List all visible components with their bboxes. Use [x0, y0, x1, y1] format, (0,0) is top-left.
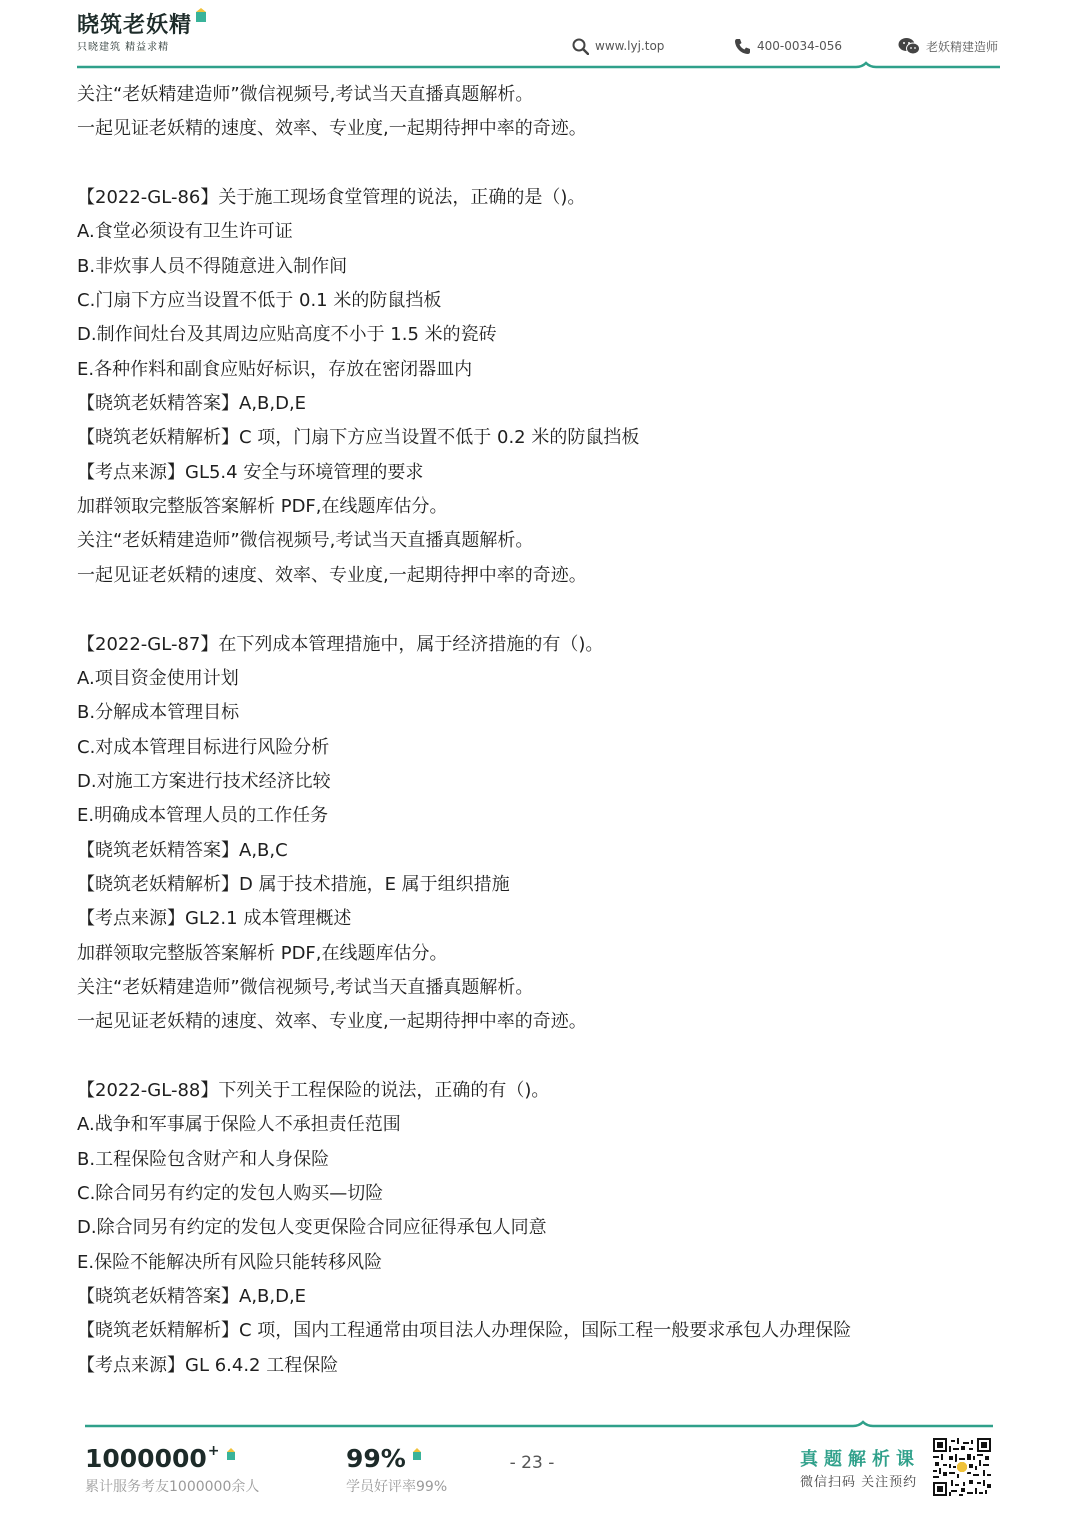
- answer-line: 【晓筑老妖精答案】A,B,D,E: [77, 1286, 307, 1308]
- option-b: B.非炊事人员不得随意进入制作间: [77, 255, 348, 277]
- blank-line: [77, 593, 1007, 627]
- text-line: 关注“老妖精建造师”微信视频号,考试当天直播真题解析。: [77, 84, 534, 105]
- website-text: www.lyj.top: [595, 39, 665, 53]
- option-a: A.食堂必须设有卫生许可证: [77, 221, 293, 243]
- rating-value: 99%: [346, 1444, 406, 1473]
- page-header: [0, 0, 1080, 75]
- source-line: 【考点来源】GL5.4 安全与环境管理的要求: [77, 461, 424, 483]
- option-c: C.门扇下方应当设置不低于 0.1 米的防鼠挡板: [77, 290, 442, 312]
- logo-mark-icon: [412, 1448, 422, 1460]
- qr-code[interactable]: [933, 1438, 991, 1496]
- text-line: 加群领取完整版答案解析 PDF,在线题库估分。: [77, 496, 448, 518]
- page-number: - 23 -: [509, 1453, 555, 1473]
- logo-mark-icon: [226, 1448, 236, 1460]
- analysis-line: 【晓筑老妖精解析】D 属于技术措施，E 属于组织措施: [77, 873, 510, 895]
- option-d: D.对施工方案进行技术经济比较: [77, 770, 331, 792]
- served-count-stat: [85, 1444, 259, 1498]
- option-d: D.除合同另有约定的发包人变更保险合同应征得承包人同意: [77, 1217, 547, 1239]
- blank-line: [77, 1040, 1007, 1074]
- served-count-caption: 累计服务考友1000000余人: [85, 1479, 260, 1495]
- blank-line: [77, 147, 1007, 181]
- source-line: 【考点来源】GL 6.4.2 工程保险: [77, 1354, 339, 1376]
- option-e: E.保险不能解决所有风险只能转移风险: [77, 1251, 383, 1273]
- footer-divider: [0, 1410, 1080, 1440]
- header-divider: [0, 0, 1080, 75]
- answer-line: 【晓筑老妖精答案】A,B,C: [77, 839, 288, 861]
- source-line: 【考点来源】GL2.1 成本管理概述: [77, 908, 352, 930]
- course-promo: [800, 1448, 920, 1493]
- option-e: E.明确成本管理人员的工作任务: [77, 805, 329, 827]
- analysis-line: 【晓筑老妖精解析】C 项，国内工程通常由项目法人办理保险，国际工程一般要求承包人办理保险: [77, 1320, 852, 1342]
- document-body: [77, 78, 1007, 1383]
- answer-line: 【晓筑老妖精答案】A,B,D,E: [77, 393, 307, 415]
- logo-tagline: 只晓建筑 精益求精: [77, 42, 170, 53]
- text-line: 加群领取完整版答案解析 PDF,在线题库估分。: [77, 942, 448, 964]
- served-count-suffix: +: [207, 1443, 220, 1459]
- option-c: C.对成本管理目标进行风险分析: [77, 736, 330, 758]
- promo-title: 真题解析课: [800, 1449, 920, 1470]
- rating-caption: 学员好评率99%: [346, 1479, 448, 1495]
- option-b: B.分解成本管理目标: [77, 702, 240, 724]
- analysis-line: 【晓筑老妖精解析】C 项，门扇下方应当设置不低于 0.2 米的防鼠挡板: [77, 427, 640, 449]
- wechat-text: 老妖精建造师: [926, 39, 999, 54]
- question-88-stem: 【2022-GL-88】下列关于工程保险的说法，正确的有（)。: [77, 1079, 550, 1101]
- page-footer: [0, 1410, 1080, 1529]
- phone-text: 400-0034-056: [757, 39, 843, 53]
- served-count-value: 1000000: [85, 1444, 207, 1473]
- option-e: E.各种作料和副食应贴好标识，存放在密闭器皿内: [77, 358, 473, 380]
- question-86-stem: 【2022-GL-86】关于施工现场食堂管理的说法，正确的是（)。: [77, 187, 586, 209]
- text-line: 一起见证老妖精的速度、效率、专业度,一起期待押中率的奇迹。: [77, 118, 587, 140]
- option-b: B.工程保险包含财产和人身保险: [77, 1148, 330, 1170]
- rating-stat: [346, 1444, 447, 1498]
- option-d: D.制作间灶台及其周边应贴高度不小于 1.5 米的瓷砖: [77, 324, 497, 346]
- text-line: 关注“老妖精建造师”微信视频号,考试当天直播真题解析。: [77, 976, 534, 998]
- promo-subtitle: 微信扫码 关注预约: [800, 1475, 918, 1490]
- option-c: C.除合同另有约定的发包人购买—切险: [77, 1183, 384, 1204]
- text-line: 关注“老妖精建造师”微信视频号,考试当天直播真题解析。: [77, 530, 534, 552]
- question-87-stem: 【2022-GL-87】在下列成本管理措施中，属于经济措施的有（)。: [77, 633, 604, 655]
- text-line: 一起见证老妖精的速度、效率、专业度,一起期待押中率的奇迹。: [77, 1011, 587, 1033]
- text-line: 一起见证老妖精的速度、效率、专业度,一起期待押中率的奇迹。: [77, 564, 587, 586]
- logo-title: 晓筑老妖精: [77, 13, 193, 38]
- option-a: A.项目资金使用计划: [77, 667, 239, 689]
- option-a: A.战争和军事属于保险人不承担责任范围: [77, 1114, 401, 1136]
